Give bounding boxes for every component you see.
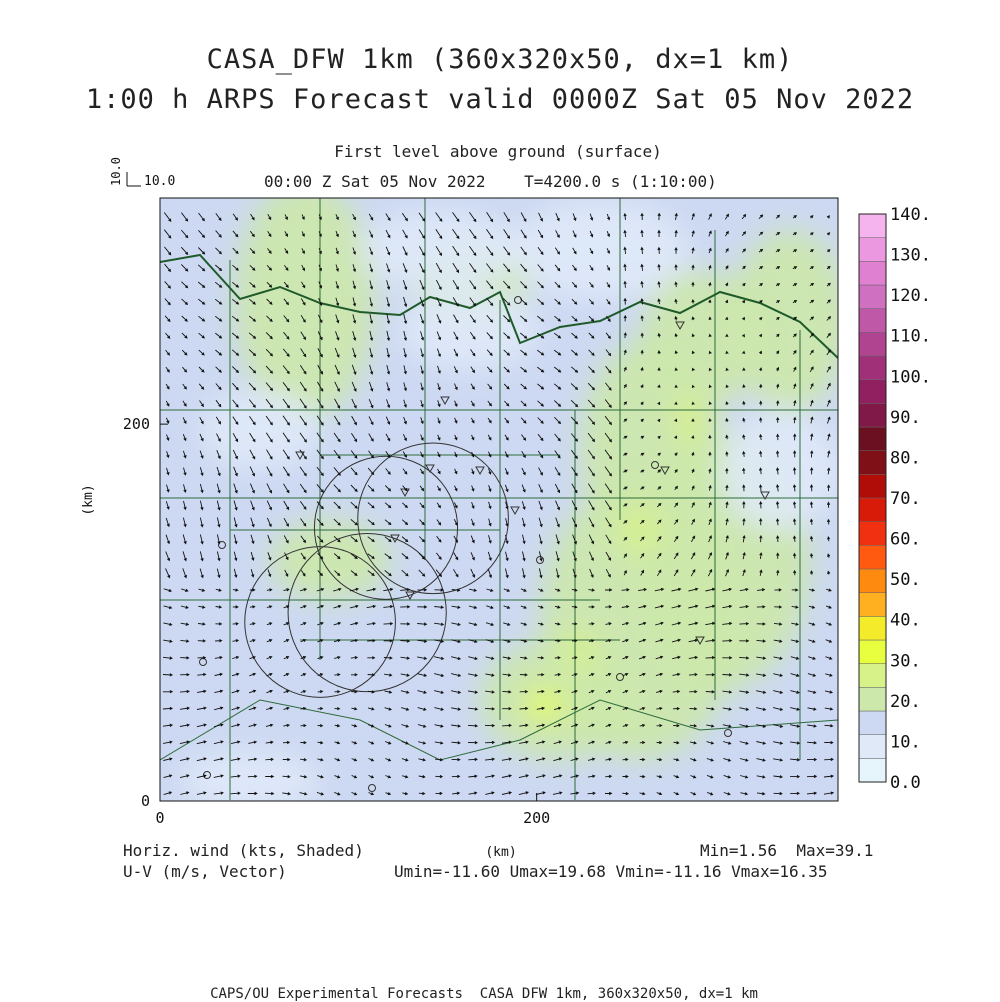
colorbar-label: 60.: [890, 529, 921, 550]
subtitle-level: First level above ground (surface): [334, 142, 662, 161]
colorbar-segment: [859, 474, 886, 498]
shade-blob: [618, 508, 662, 552]
colorbar-segment: [859, 498, 886, 522]
shade-blob: [730, 230, 850, 410]
shade-blob: [720, 410, 840, 530]
colorbar-segment: [859, 758, 886, 782]
y-tick-label: 200: [122, 415, 150, 434]
colorbar-label: 120.: [890, 286, 931, 307]
footer-uv-range: Umin=-11.60 Umax=19.68 Vmin=-11.16 Vmax=16.35: [394, 862, 828, 881]
colorbar-segment: [859, 451, 886, 475]
colorbar-label: 140.: [890, 205, 931, 225]
colorbar-segment: [859, 593, 886, 617]
colorbar-segment: [859, 356, 886, 380]
colorbar-segment: [859, 711, 886, 735]
colorbar-segment: [859, 569, 886, 593]
colorbar-label: 70.: [890, 489, 921, 509]
colorbar-segment: [859, 545, 886, 569]
colorbar-segment: [859, 380, 886, 404]
title-line-1: CASA_DFW 1km (360x320x50, dx=1 km): [206, 44, 794, 75]
x-tick-label: 200: [523, 809, 551, 827]
title-line-2: 1:00 h ARPS Forecast valid 0000Z Sat 05 Nov 2022: [85, 84, 915, 115]
subtitle-time: 00:00 Z Sat 05 Nov 2022 T=4200.0 s (1:10:00): [264, 172, 717, 191]
shade-blob: [510, 200, 690, 300]
colorbar-segment: [859, 664, 886, 688]
x-tick-label: 0: [155, 809, 165, 827]
y-tick-label: 0: [140, 792, 150, 810]
colorbar-segment: [859, 735, 886, 759]
colorbar-segment: [859, 309, 886, 333]
footer-credits: CAPS/OU Experimental Forecasts CASA DFW 1km, 360x320x50, dx=1 km: [210, 986, 758, 1002]
colorbar-segment: [859, 522, 886, 546]
footer-min-max: Min=1.56 Max=39.1: [700, 841, 874, 860]
colorbar-label: 0.0: [890, 773, 921, 793]
footer-field-label: Horiz. wind (kts, Shaded): [123, 841, 364, 860]
colorbar-segment: [859, 285, 886, 309]
colorbar-segment: [859, 238, 886, 262]
colorbar-label: 30.: [890, 651, 921, 672]
colorbar-segment: [859, 687, 886, 711]
shade-blob: [674, 398, 706, 442]
shade-blob: [525, 691, 565, 719]
colorbar-segment: [859, 616, 886, 640]
colorbar-label: 100.: [890, 367, 931, 388]
colorbar-label: 130.: [890, 245, 931, 266]
vector-ref-vertical-label: 10.0: [109, 157, 123, 186]
colorbar-segment: [859, 261, 886, 285]
colorbar-segment: [859, 640, 886, 664]
colorbar-label: 80.: [890, 448, 921, 469]
shade-blob: [360, 210, 520, 290]
x-axis-label: (km): [485, 845, 517, 860]
y-axis-label: (km): [81, 484, 96, 516]
shade-blob: [560, 634, 600, 666]
colorbar-label: 20.: [890, 691, 921, 712]
colorbar: [859, 205, 931, 793]
colorbar-label: 90.: [890, 407, 921, 428]
footer-vector-label: U-V (m/s, Vector): [123, 862, 287, 881]
colorbar-label: 110.: [890, 326, 931, 347]
colorbar-segment: [859, 403, 886, 427]
colorbar-segment: [859, 214, 886, 238]
vector-reference: [109, 157, 175, 189]
colorbar-label: 10.: [890, 732, 921, 753]
colorbar-segment: [859, 332, 886, 356]
colorbar-label: 40.: [890, 610, 921, 631]
vector-ref-horizontal-label: 10.0: [144, 174, 176, 189]
colorbar-segment: [859, 427, 886, 451]
colorbar-label: 50.: [890, 570, 921, 591]
